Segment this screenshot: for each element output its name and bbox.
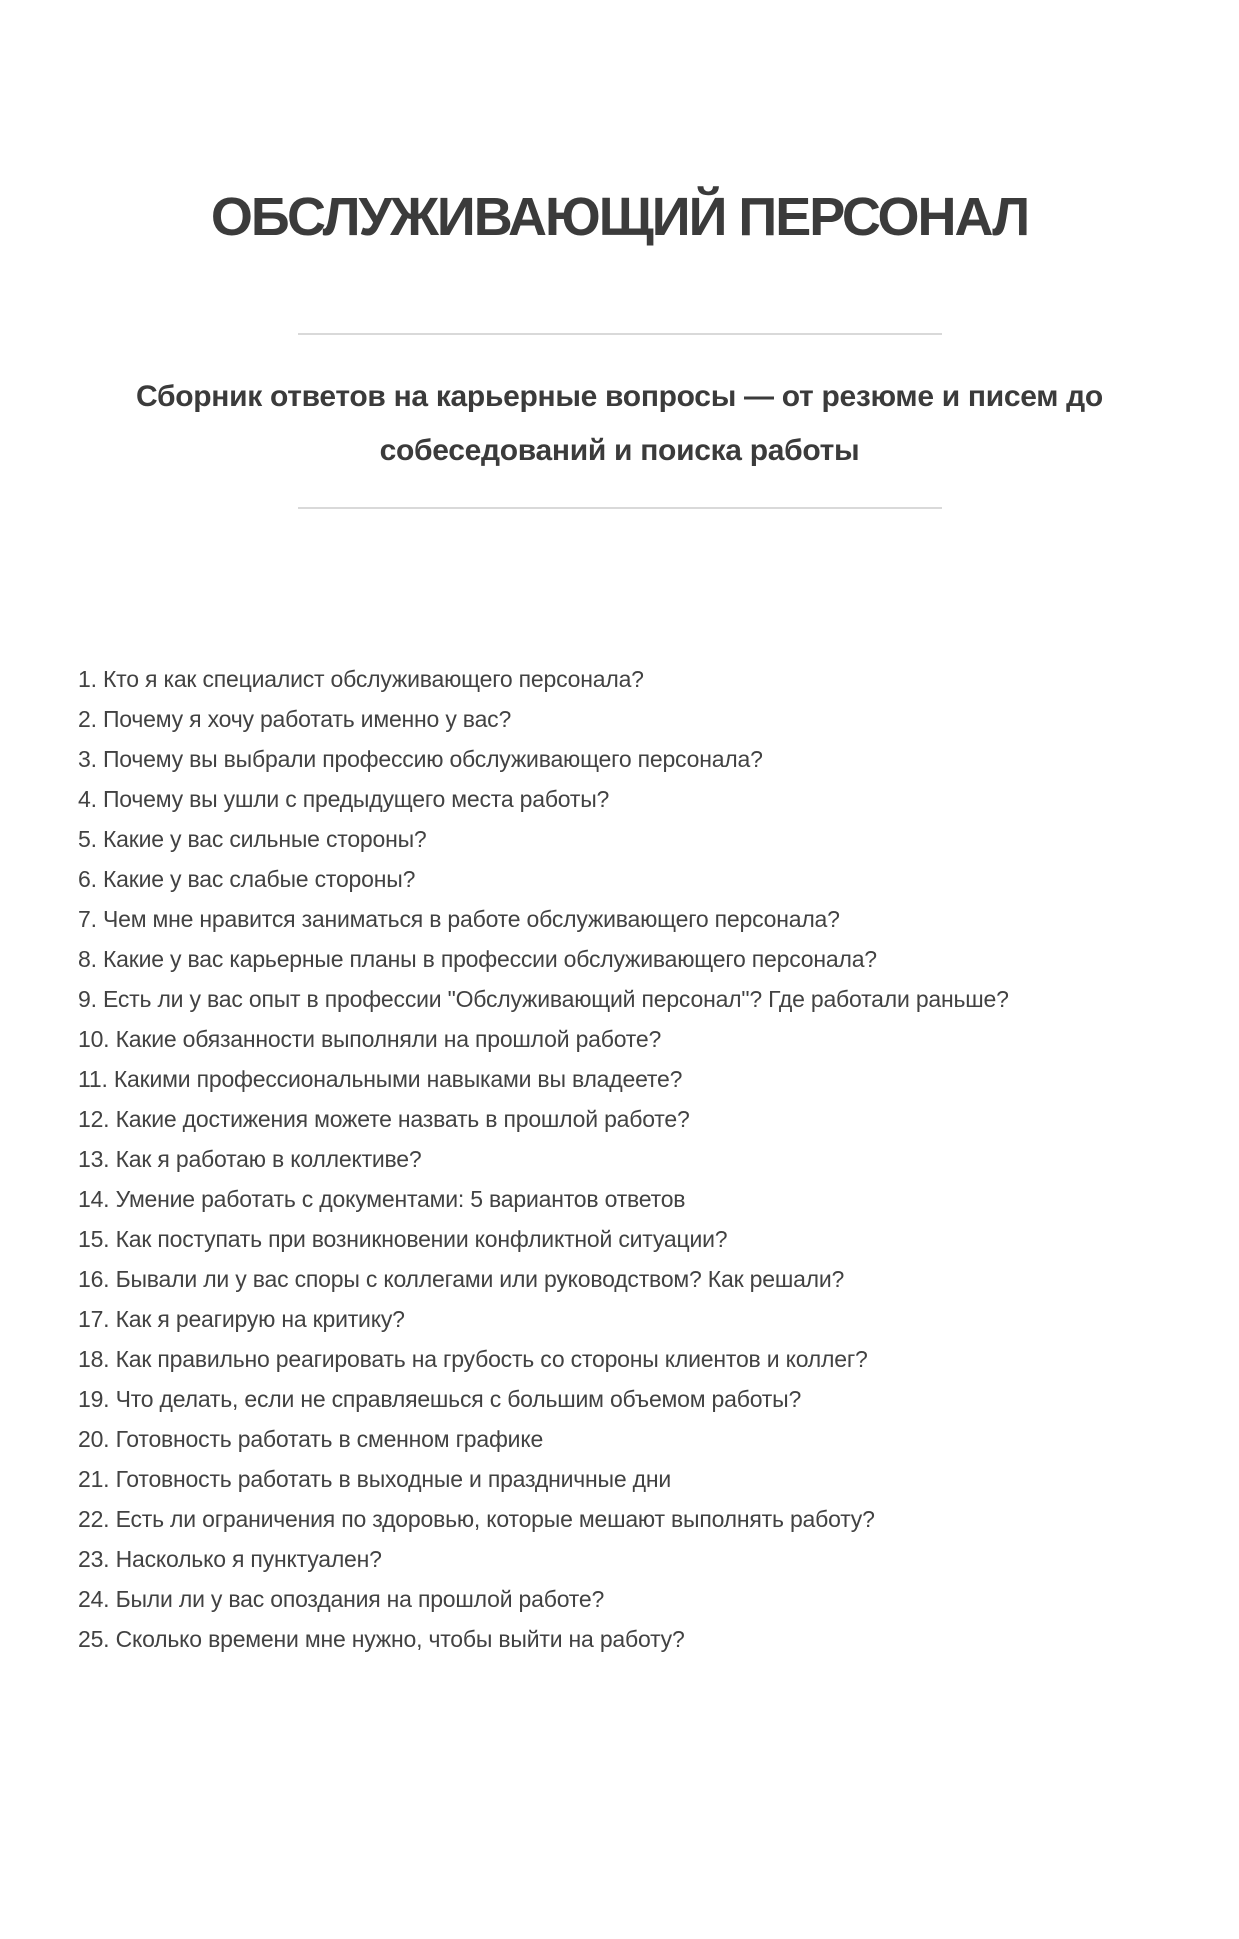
question-item: 13. Как я работаю в коллективе? [78, 1146, 422, 1172]
question-item: 4. Почему вы ушли с предыдущего места работы? [78, 786, 610, 812]
divider-top [298, 333, 942, 335]
document-header [0, 186, 1239, 509]
questions-list [0, 659, 1239, 1659]
question-item: 17. Как я реагирую на критику? [78, 1306, 405, 1332]
question-item: 15. Как поступать при возникновении конфликтной ситуации? [78, 1226, 728, 1252]
question-item: 2. Почему я хочу работать именно у вас? [78, 706, 512, 732]
question-item: 21. Готовность работать в выходные и праздничные дни [78, 1466, 671, 1492]
question-item: 25. Сколько времени мне нужно, чтобы выйти на работу? [78, 1626, 685, 1652]
question-item: 3. Почему вы выбрали профессию обслуживающего персонала? [78, 746, 763, 772]
question-item: 8. Какие у вас карьерные планы в профессии обслуживающего персонала? [78, 946, 877, 972]
page-subtitle: Сборник ответов на карьерные вопросы — от резюме и писем до собеседований и поиска работы [136, 380, 1103, 467]
question-item: 20. Готовность работать в сменном графике [78, 1426, 544, 1452]
question-item: 18. Как правильно реагировать на грубость со стороны клиентов и коллег? [78, 1346, 868, 1372]
question-item: 10. Какие обязанности выполняли на прошлой работе? [78, 1026, 662, 1052]
question-item: 11. Какими профессиональными навыками вы владеете? [78, 1066, 683, 1092]
question-item: 12. Какие достижения можете назвать в прошлой работе? [78, 1106, 690, 1132]
question-item: 9. Есть ли у вас опыт в профессии "Обслуживающий персонал"? Где работали раньше? [78, 986, 1009, 1012]
question-item: 23. Насколько я пунктуален? [78, 1546, 382, 1572]
question-item: 14. Умение работать с документами: 5 вариантов ответов [78, 1186, 686, 1212]
question-item: 24. Были ли у вас опоздания на прошлой работе? [78, 1586, 605, 1612]
question-item: 7. Чем мне нравится заниматься в работе обслуживающего персонала? [78, 906, 840, 932]
question-item: 6. Какие у вас слабые стороны? [78, 866, 416, 892]
question-item: 16. Бывали ли у вас споры с коллегами или руководством? Как решали? [78, 1266, 845, 1292]
page-title: ОБСЛУЖИВАЮЩИЙ ПЕРСОНАЛ [210, 187, 1029, 247]
divider-bottom [298, 507, 942, 509]
question-item: 1. Кто я как специалист обслуживающего персонала? [78, 666, 644, 692]
question-item: 5. Какие у вас сильные стороны? [78, 826, 427, 852]
question-item: 22. Есть ли ограничения по здоровью, которые мешают выполнять работу? [78, 1506, 875, 1532]
document-page [0, 186, 1239, 1939]
question-item: 19. Что делать, если не справляешься с большим объемом работы? [78, 1386, 802, 1412]
